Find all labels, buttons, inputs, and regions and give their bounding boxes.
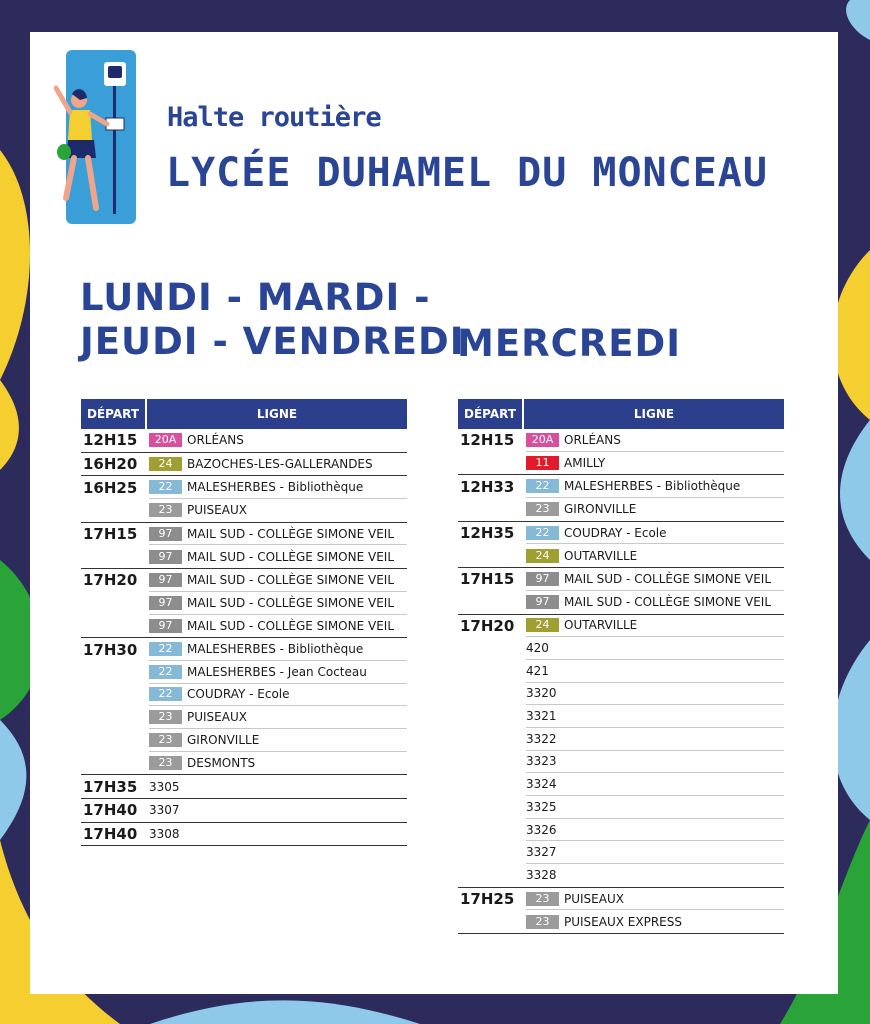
table-row bbox=[458, 888, 784, 911]
departure-time: 17H40 bbox=[83, 825, 138, 844]
destination: COUDRAY - Ecole bbox=[187, 687, 290, 702]
line-cell bbox=[149, 752, 407, 775]
line-cell bbox=[526, 591, 784, 614]
table-row bbox=[81, 453, 407, 476]
weekday-heading-line2: JEUDI - VENDREDI bbox=[80, 320, 465, 363]
line-badge: 23 bbox=[149, 503, 182, 517]
departure-time: 17H15 bbox=[83, 525, 138, 544]
destination: GIRONVILLE bbox=[564, 502, 637, 517]
table-row bbox=[81, 545, 407, 568]
line-cell bbox=[526, 773, 784, 796]
departure-time: 12H33 bbox=[460, 477, 515, 496]
wednesday-schedule-table bbox=[458, 399, 784, 934]
table-row bbox=[458, 544, 784, 567]
wednesday-heading bbox=[457, 322, 681, 366]
destination: MAIL SUD - COLLÈGE SIMONE VEIL bbox=[564, 595, 772, 610]
departure-group bbox=[458, 522, 784, 568]
departure-group bbox=[81, 638, 407, 775]
table-row bbox=[458, 498, 784, 521]
destination: 3320 bbox=[526, 686, 557, 701]
destination: MAIL SUD - COLLÈGE SIMONE VEIL bbox=[187, 549, 395, 564]
departure-time: 17H25 bbox=[460, 890, 515, 909]
table-row bbox=[81, 499, 407, 522]
weekday-heading-line1: LUNDI - MARDI - bbox=[80, 276, 431, 319]
line-badge: 11 bbox=[526, 456, 559, 470]
line-cell bbox=[149, 499, 407, 522]
departure-time: 17H15 bbox=[460, 570, 515, 589]
departure-group bbox=[458, 475, 784, 521]
departure-group bbox=[81, 429, 407, 453]
departure-group bbox=[81, 523, 407, 569]
line-cell bbox=[526, 683, 784, 706]
line-cell bbox=[526, 888, 784, 911]
table-row bbox=[458, 591, 784, 614]
destination: MAIL SUD - COLLÈGE SIMONE VEIL bbox=[187, 595, 395, 610]
destination: 3321 bbox=[526, 709, 557, 724]
line-badge: 97 bbox=[526, 572, 559, 586]
line-cell bbox=[526, 705, 784, 728]
departure-group bbox=[81, 476, 407, 522]
table-row bbox=[458, 568, 784, 591]
line-badge: 22 bbox=[149, 687, 182, 701]
destination: 3324 bbox=[526, 777, 557, 792]
table-row bbox=[458, 728, 784, 751]
table-row bbox=[458, 637, 784, 660]
table-row bbox=[458, 864, 784, 887]
line-cell bbox=[149, 453, 407, 476]
table-row bbox=[81, 592, 407, 615]
line-cell bbox=[149, 476, 407, 499]
table-row bbox=[458, 841, 784, 864]
line-badge: 24 bbox=[526, 618, 559, 632]
table-row bbox=[81, 706, 407, 729]
table-row bbox=[81, 429, 407, 452]
destination: 3305 bbox=[149, 779, 180, 794]
line-cell bbox=[526, 544, 784, 567]
weekday-schedule-table bbox=[81, 399, 407, 846]
departure-time: 17H35 bbox=[83, 777, 138, 796]
line-cell bbox=[149, 545, 407, 568]
destination: MAIL SUD - COLLÈGE SIMONE VEIL bbox=[564, 571, 772, 586]
destination: PUISEAUX bbox=[187, 710, 247, 725]
destination: 3328 bbox=[526, 868, 557, 883]
table-row bbox=[81, 476, 407, 499]
line-cell bbox=[149, 729, 407, 752]
departure-time: 12H15 bbox=[83, 431, 138, 450]
line-cell bbox=[149, 615, 407, 638]
destination: MALESHERBES - Jean Cocteau bbox=[187, 664, 367, 679]
table-row bbox=[81, 638, 407, 661]
line-badge: 97 bbox=[149, 527, 182, 541]
destination: MAIL SUD - COLLÈGE SIMONE VEIL bbox=[187, 572, 395, 587]
table-row bbox=[81, 775, 407, 798]
line-badge: 23 bbox=[526, 502, 559, 516]
destination: COUDRAY - Ecole bbox=[564, 525, 667, 540]
line-cell bbox=[526, 429, 784, 452]
destination: OUTARVILLE bbox=[564, 548, 638, 563]
line-badge: 23 bbox=[526, 892, 559, 906]
line-cell bbox=[149, 523, 407, 546]
table-row bbox=[458, 475, 784, 498]
line-cell bbox=[526, 751, 784, 774]
destination: OUTARVILLE bbox=[564, 618, 638, 633]
table-row bbox=[81, 823, 407, 846]
destination: 420 bbox=[526, 641, 549, 656]
wednesday-heading-line1: MERCREDI bbox=[457, 322, 681, 365]
destination: PUISEAUX EXPRESS bbox=[564, 914, 682, 929]
line-cell bbox=[526, 819, 784, 842]
departure-group bbox=[458, 568, 784, 614]
line-cell bbox=[526, 522, 784, 545]
line-badge: 23 bbox=[526, 915, 559, 929]
departure-time: 17H30 bbox=[83, 640, 138, 659]
line-badge: 22 bbox=[149, 480, 182, 494]
destination: 3308 bbox=[149, 827, 180, 842]
traveller-illustration bbox=[52, 48, 142, 228]
line-badge: 97 bbox=[526, 595, 559, 609]
departure-group bbox=[458, 429, 784, 475]
destination: MALESHERBES - Bibliothèque bbox=[187, 480, 364, 495]
table-row bbox=[458, 660, 784, 683]
table-row bbox=[458, 819, 784, 842]
departure-time: 16H25 bbox=[83, 478, 138, 497]
destination: GIRONVILLE bbox=[187, 732, 260, 747]
line-badge: 20A bbox=[149, 433, 182, 447]
timetable-card bbox=[30, 32, 838, 994]
destination: MALESHERBES - Bibliothèque bbox=[564, 479, 741, 494]
column-header-ligne: LIGNE bbox=[633, 407, 675, 421]
line-cell bbox=[526, 864, 784, 887]
destination: 3327 bbox=[526, 845, 557, 860]
page-subtitle: Halte routière bbox=[167, 102, 381, 133]
table-row bbox=[458, 615, 784, 638]
table-row bbox=[458, 705, 784, 728]
table-row bbox=[458, 796, 784, 819]
line-cell bbox=[526, 910, 784, 933]
table-row bbox=[81, 729, 407, 752]
departure-time: 17H20 bbox=[83, 571, 138, 590]
line-cell bbox=[149, 684, 407, 707]
line-cell bbox=[149, 661, 407, 684]
table-row bbox=[81, 799, 407, 822]
line-cell bbox=[526, 841, 784, 864]
destination: AMILLY bbox=[564, 456, 606, 471]
destination: MAIL SUD - COLLÈGE SIMONE VEIL bbox=[187, 618, 395, 633]
line-cell bbox=[149, 799, 407, 822]
destination: DESMONTS bbox=[187, 755, 256, 770]
line-badge: 23 bbox=[149, 756, 182, 770]
departure-group bbox=[81, 799, 407, 823]
table-row bbox=[81, 615, 407, 638]
line-cell bbox=[149, 823, 407, 846]
line-badge: 97 bbox=[149, 573, 182, 587]
destination: PUISEAUX bbox=[187, 503, 247, 518]
line-cell bbox=[526, 568, 784, 591]
departure-group bbox=[81, 823, 407, 847]
line-cell bbox=[526, 728, 784, 751]
line-badge: 22 bbox=[149, 665, 182, 679]
destination: 3326 bbox=[526, 822, 557, 837]
column-header-ligne: LIGNE bbox=[256, 407, 298, 421]
table-row bbox=[458, 910, 784, 933]
destination: MALESHERBES - Bibliothèque bbox=[187, 642, 364, 657]
line-cell bbox=[526, 615, 784, 638]
page-title: LYCÉE DUHAMEL DU MONCEAU bbox=[166, 150, 768, 196]
line-badge: 23 bbox=[149, 710, 182, 724]
line-cell bbox=[149, 592, 407, 615]
table-header bbox=[81, 399, 407, 429]
line-cell bbox=[149, 775, 407, 798]
column-header-depart: DÉPART bbox=[458, 399, 524, 429]
destination: 421 bbox=[526, 663, 549, 678]
destination: 3307 bbox=[149, 803, 180, 818]
departure-time: 12H35 bbox=[460, 524, 515, 543]
destination: 3323 bbox=[526, 754, 557, 769]
destination: 3325 bbox=[526, 799, 557, 814]
table-row bbox=[81, 684, 407, 707]
destination: BAZOCHES-LES-GALLERANDES bbox=[187, 457, 373, 472]
line-badge: 24 bbox=[526, 549, 559, 563]
table-row bbox=[81, 661, 407, 684]
destination: MAIL SUD - COLLÈGE SIMONE VEIL bbox=[187, 526, 395, 541]
departure-group bbox=[81, 775, 407, 799]
departure-group bbox=[458, 615, 784, 888]
destination: ORLÉANS bbox=[187, 433, 244, 448]
line-badge: 22 bbox=[526, 526, 559, 540]
line-cell bbox=[526, 452, 784, 475]
line-badge: 97 bbox=[149, 619, 182, 633]
line-cell bbox=[149, 569, 407, 592]
table-row bbox=[458, 429, 784, 452]
destination: ORLÉANS bbox=[564, 432, 621, 447]
departure-group bbox=[81, 569, 407, 638]
line-badge: 22 bbox=[526, 479, 559, 493]
table-row bbox=[81, 523, 407, 546]
line-cell bbox=[526, 796, 784, 819]
weekday-heading bbox=[80, 276, 465, 364]
table-row bbox=[81, 569, 407, 592]
line-cell bbox=[526, 475, 784, 498]
departure-time: 16H20 bbox=[83, 455, 138, 474]
table-header bbox=[458, 399, 784, 429]
line-badge: 22 bbox=[149, 642, 182, 656]
line-cell bbox=[149, 706, 407, 729]
table-row bbox=[81, 752, 407, 775]
line-cell bbox=[526, 637, 784, 660]
column-header-depart: DÉPART bbox=[81, 399, 147, 429]
destination: PUISEAUX bbox=[564, 891, 624, 906]
departure-group bbox=[81, 453, 407, 477]
destination: 3322 bbox=[526, 731, 557, 746]
departure-group bbox=[458, 888, 784, 934]
departure-time: 17H20 bbox=[460, 616, 515, 635]
table-row bbox=[458, 751, 784, 774]
line-badge: 23 bbox=[149, 733, 182, 747]
line-cell bbox=[526, 498, 784, 521]
line-cell bbox=[149, 638, 407, 661]
line-badge: 24 bbox=[149, 457, 182, 471]
line-cell bbox=[526, 660, 784, 683]
line-badge: 97 bbox=[149, 596, 182, 610]
table-row bbox=[458, 452, 784, 475]
table-row bbox=[458, 522, 784, 545]
line-badge: 97 bbox=[149, 550, 182, 564]
departure-time: 17H40 bbox=[83, 801, 138, 820]
table-row bbox=[458, 773, 784, 796]
line-cell bbox=[149, 429, 407, 452]
departure-time: 12H15 bbox=[460, 431, 515, 450]
table-row bbox=[458, 683, 784, 706]
line-badge: 20A bbox=[526, 433, 559, 447]
